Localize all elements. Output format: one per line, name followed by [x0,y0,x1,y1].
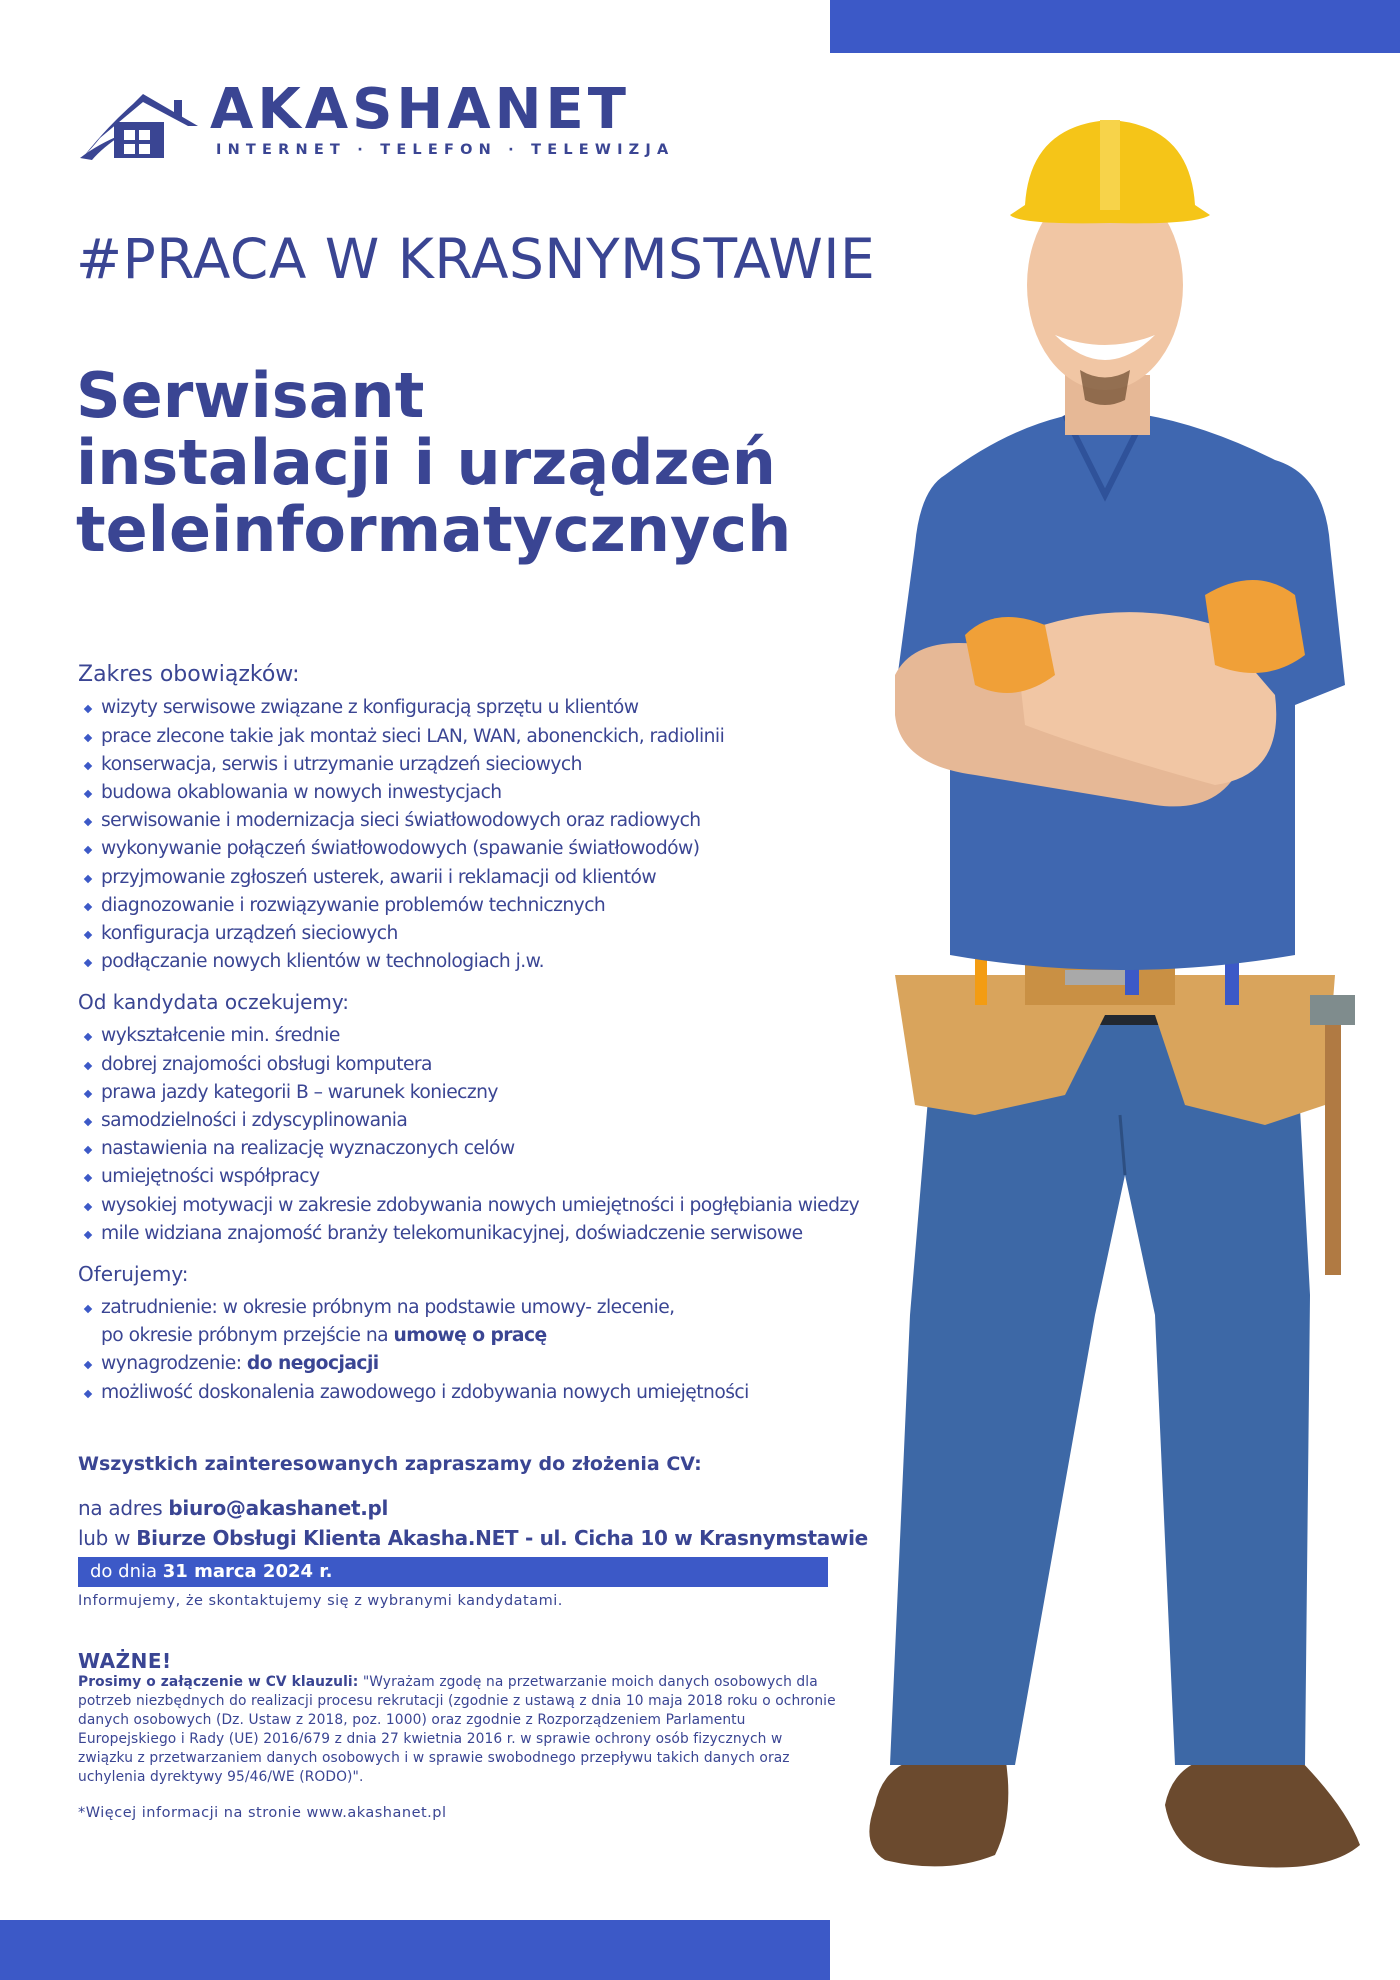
gdpr-clause-text: "Wyrażam zgodę na przetwarzanie moich danych osobowych dla potrzeb niezbędnych do realizacji procesu rekrutacji (zgodnie z ustawą z dnia 10 maja 2018 roku o ochronie danych osobowych (Dz. Ustaw z 2018, poz. 1000) oraz zgodnie z Rozporządzeniem Parlamentu Europejskiego i Rady (UE) 2016/679 z dnia 27 kwietnia 2016 r. w sprawie ochrony osób fizycznych w związku z przetwarzaniem danych osobowych i w sprawie swobodnego przepływu takich danych oraz uchylenia dyrektywy 95/46/WE (RODO)". [78,1673,836,1785]
list-item: budowa okablowania w nowych inwestycjach [78,779,858,807]
list-item: możliwość doskonalenia zawodowego i zdobywania nowych umiejętności [78,1379,858,1407]
application-office: Biurze Obsługi Klienta Akasha.NET - ul. Cicha 10 w Krasnymstawie [136,1525,868,1550]
duties-list [78,694,858,976]
list-item: wykształcenie min. średnie [78,1022,858,1050]
list-item: samodzielności i zdyscyplinowania [78,1107,858,1135]
offer-contract-type: umowę o pracę [393,1325,547,1347]
brand-name: AKASHANET [210,77,630,142]
list-item: prawa jazdy kategorii B – warunek konieczny [78,1079,858,1107]
offer-heading: Oferujemy: [78,1262,189,1287]
list-item: nastawienia na realizację wyznaczonych celów [78,1135,858,1163]
requirements-list [78,1022,858,1248]
worker-photo [855,115,1400,1940]
gdpr-clause-lead: Prosimy o załączenie w CV klauzuli: [78,1673,359,1690]
offer-employment-line2: po okresie próbnym przejście na [101,1325,394,1347]
top-accent-bar [830,0,1400,53]
application-email-line: na adres biuro@akashanet.pl [78,1495,389,1520]
house-logo-icon [78,86,208,166]
offer-employment-line1: zatrudnienie: w okresie próbnym na podstawie umowy- zlecenie, [101,1297,675,1319]
bottom-accent-bar [0,1920,830,1980]
list-item: umiejętności współpracy [78,1163,858,1191]
list-item: prace zlecone takie jak montaż sieci LAN, WAN, abonenckich, radiolinii [78,723,858,751]
deadline-date: 31 marca 2024 r. [162,1560,333,1582]
list-item [78,1350,858,1378]
list-item: wysokiej motywacji w zakresie zdobywania nowych umiejętności i pogłębiania wiedzy [78,1192,858,1220]
gdpr-clause [78,1673,838,1787]
list-item: serwisowanie i modernizacja sieci światłowodowych oraz radiowych [78,807,858,835]
list-item: konserwacja, serwis i utrzymanie urządzeń sieciowych [78,751,858,779]
offer-salary-label: wynagrodzenie: [101,1353,247,1375]
list-item: mile widziana znajomość branży telekomunikacyjnej, doświadczenie serwisowe [78,1220,858,1248]
application-email[interactable]: biuro@akashanet.pl [168,1495,389,1520]
deadline-banner: do dnia 31 marca 2024 r. [78,1557,828,1587]
job-title [76,359,792,566]
list-item: przyjmowanie zgłoszeń usterek, awarii i reklamacji od klientów [78,864,858,892]
list-item [78,1294,858,1350]
selection-notice: Informujemy, że skontaktujemy się z wybranymi kandydatami. [78,1592,563,1609]
job-title-line: Serwisant [76,359,425,432]
list-item: dobrej znajomości obsługi komputera [78,1051,858,1079]
important-heading: WAŻNE! [78,1648,172,1673]
brand-tagline: INTERNET · TELEFON · TELEWIZJA [216,142,675,158]
more-info-link: *Więcej informacji na stronie www.akashanet.pl [78,1804,447,1821]
job-title-line: instalacji i urządzeń [76,426,776,499]
offer-list [78,1294,858,1407]
job-location-hashtag: #PRACA W KRASNYMSTAWIE [76,227,876,291]
duties-heading: Zakres obowiązków: [78,662,300,687]
requirements-heading: Od kandydata oczekujemy: [78,990,350,1015]
job-title-line: teleinformatycznych [76,493,792,566]
technician-illustration [855,115,1400,1940]
application-office-line: lub w Biurze Obsługi Klienta Akasha.NET - ul. Cicha 10 w Krasnymstawie [78,1525,868,1550]
brand-logo [78,77,678,168]
list-item: wizyty serwisowe związane z konfiguracją sprzętu u klientów [78,694,858,722]
list-item: podłączanie nowych klientów w technologiach j.w. [78,948,858,976]
list-item: diagnozowanie i rozwiązywanie problemów technicznych [78,892,858,920]
list-item: konfiguracja urządzeń sieciowych [78,920,858,948]
list-item: wykonywanie połączeń światłowodowych (spawanie światłowodów) [78,835,858,863]
offer-salary-value: do negocjacji [246,1353,379,1375]
application-cta: Wszystkich zainteresowanych zapraszamy do złożenia CV: [78,1452,702,1475]
job-ad-content [78,662,868,1821]
